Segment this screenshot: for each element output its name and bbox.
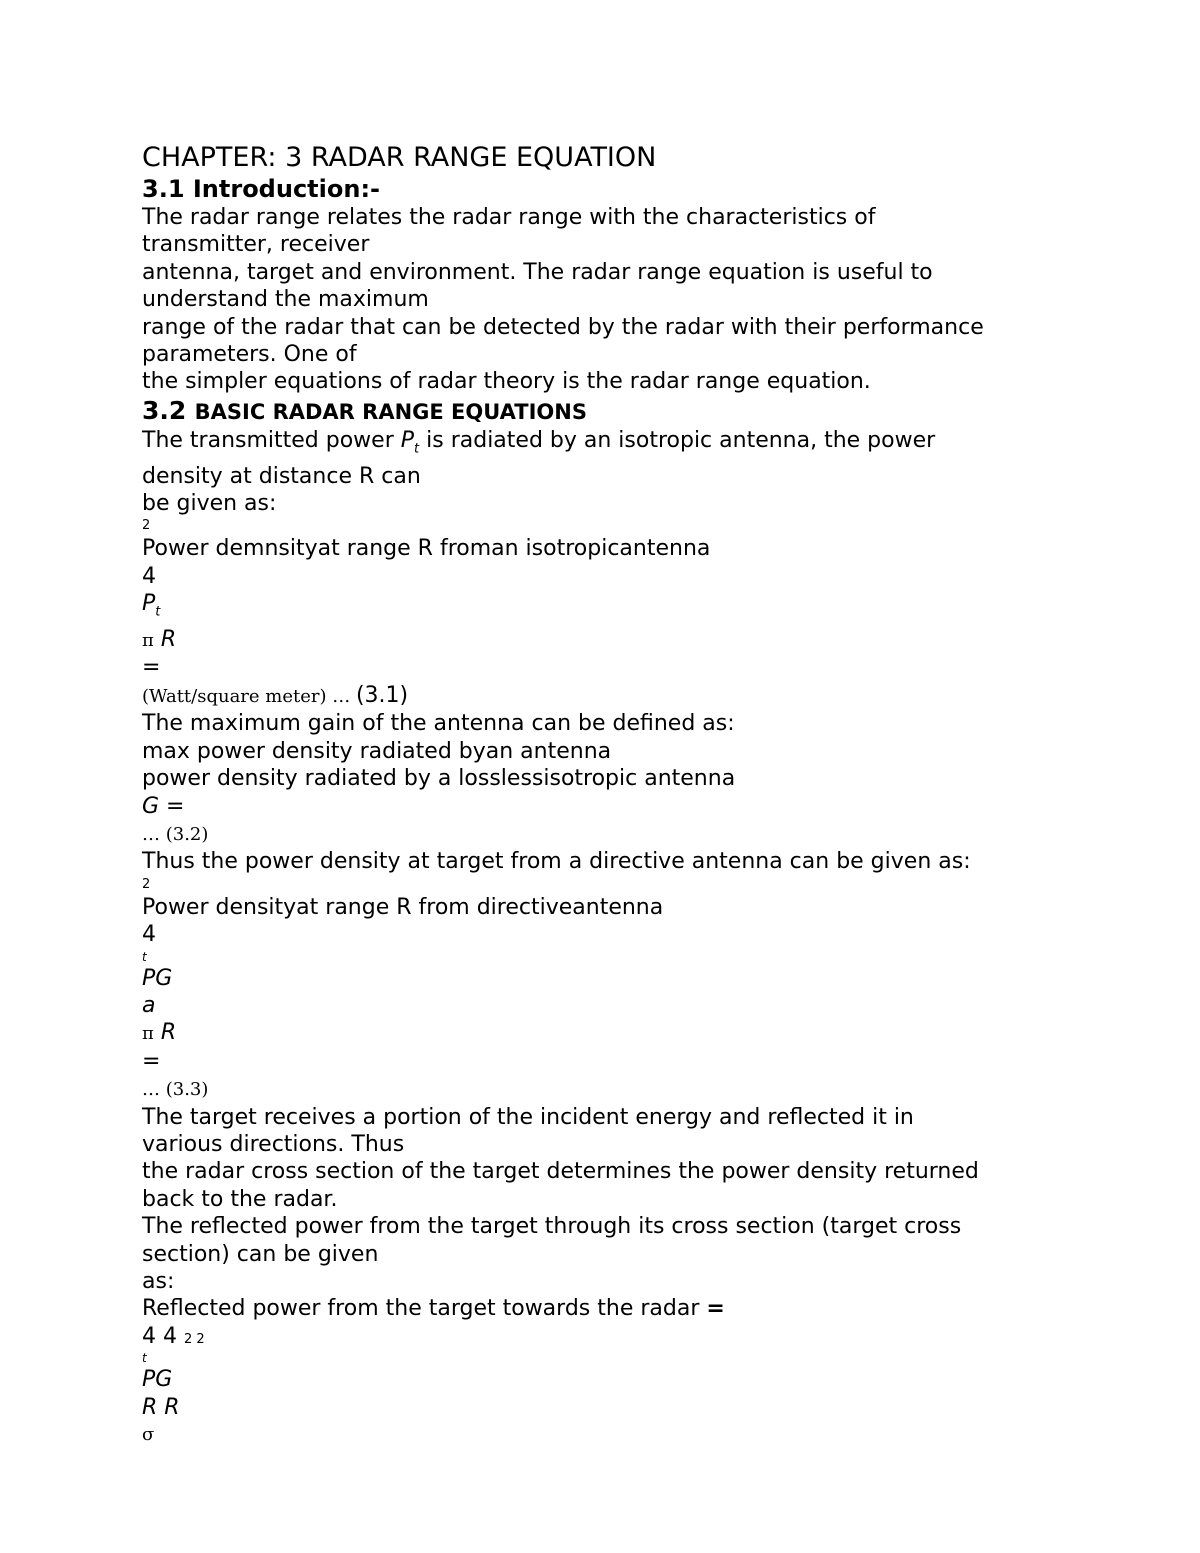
reflected-subscript-t: t: [142, 1351, 147, 1366]
symbol-pt: [400, 427, 420, 457]
text-span: The transmitted power: [142, 427, 401, 453]
target-line: The target receives a portion of the incident energy and reflected it in: [142, 1104, 914, 1130]
intro-line: The radar range relates the radar range with the characteristics of: [142, 205, 876, 230]
reflected-sigma: σ: [142, 1424, 155, 1446]
eq1-number: (3.1): [355, 682, 409, 708]
eq3-equals: =: [142, 1048, 161, 1074]
directive-intro: Thus the power density at target from a directive antenna can be given as:: [142, 849, 971, 875]
reflected-pg: PG: [142, 1367, 173, 1393]
eq2-number: [142, 820, 1072, 848]
eq3-text: Power densityat range R from directiveantenna: [142, 894, 664, 920]
section-number: 3.2: [142, 395, 187, 425]
intro-line: antenna, target and environment. The radar range equation is useful to: [142, 259, 933, 285]
section-3-2-heading: [142, 396, 1072, 427]
eq3-subscript-t: t: [142, 949, 147, 964]
intro-line: parameters. One of: [142, 342, 357, 368]
eq3-number-text: … (3.3): [142, 1079, 209, 1101]
reflected-fours: [142, 1323, 1072, 1350]
eq1-unit: [142, 682, 1072, 710]
document-body: [142, 141, 1072, 1448]
target-line: various directions. Thus: [142, 1131, 405, 1157]
eq1-equals: =: [142, 655, 161, 681]
subscript-t: t: [414, 441, 420, 457]
intro-line: understand the maximum: [142, 287, 429, 313]
eq3-pg: PG: [142, 965, 173, 991]
eq1-pi-r: [142, 626, 1072, 654]
reflected-rr: R R: [142, 1394, 180, 1420]
eq3-pi-r: [142, 1019, 1072, 1047]
fours-text: 4 4: [142, 1323, 177, 1349]
eq3-exponent: 2: [142, 876, 151, 892]
eq3-four: 4: [142, 922, 156, 948]
eq1-text: Power demnsityat range R froman isotropicantenna: [142, 536, 711, 562]
target-line: the radar cross section of the target determines the power density returned: [142, 1159, 979, 1185]
intro-line: transmitter, receiver: [142, 232, 370, 258]
eq2-number-text: … (3.2): [142, 823, 209, 845]
eq1-pt: [142, 590, 1072, 626]
symbol-p: P: [400, 427, 415, 453]
paragraph-line: density at distance R can: [142, 463, 421, 489]
target-line: as:: [142, 1269, 175, 1294]
eq1-four: 4: [142, 563, 156, 589]
exponents-text: 2 2: [184, 1331, 205, 1347]
eq1-exponent: 2: [142, 518, 151, 534]
subscript-t: t: [155, 604, 161, 620]
chapter-title: CHAPTER: 3 RADAR RANGE EQUATION: [142, 142, 657, 173]
gain-lhs: G =: [142, 793, 185, 819]
gain-intro: The maximum gain of the antenna can be defined as:: [142, 711, 735, 737]
reflected-equals: =: [706, 1296, 725, 1322]
target-line: section) can be given: [142, 1241, 379, 1267]
eq1-unit-text: (Watt/square meter) …: [142, 685, 356, 707]
text-span: is radiated by an isotropic antenna, the power: [419, 427, 936, 453]
symbol-p: P: [142, 591, 156, 617]
symbol-r: R: [160, 627, 177, 653]
paragraph-line: [142, 427, 1072, 463]
symbol-r: R: [160, 1020, 177, 1046]
target-line: The reflected power from the target through its cross section (target cross: [142, 1214, 962, 1240]
section-3-1-heading: 3.1 Introduction:-: [142, 175, 381, 203]
reflected-label: Reflected power from the target towards the radar: [142, 1296, 707, 1322]
target-line: back to the radar.: [142, 1186, 338, 1212]
gain-denominator: power density radiated by a losslessisotropic antenna: [142, 766, 736, 792]
section-title: BASIC RADAR RANGE EQUATIONS: [194, 399, 587, 424]
gain-numerator: max power density radiated byan antenna: [142, 738, 612, 764]
intro-line: range of the radar that can be detected by the radar with their performance: [142, 314, 984, 340]
eq3-a: a: [142, 992, 156, 1018]
reflected-power-line: [142, 1295, 1072, 1322]
symbol-pi: π: [142, 630, 154, 652]
intro-line: the simpler equations of radar theory is the radar range equation.: [142, 369, 871, 395]
symbol-pi: π: [142, 1023, 154, 1045]
eq3-number: [142, 1075, 1072, 1103]
paragraph-line: be given as:: [142, 491, 277, 517]
